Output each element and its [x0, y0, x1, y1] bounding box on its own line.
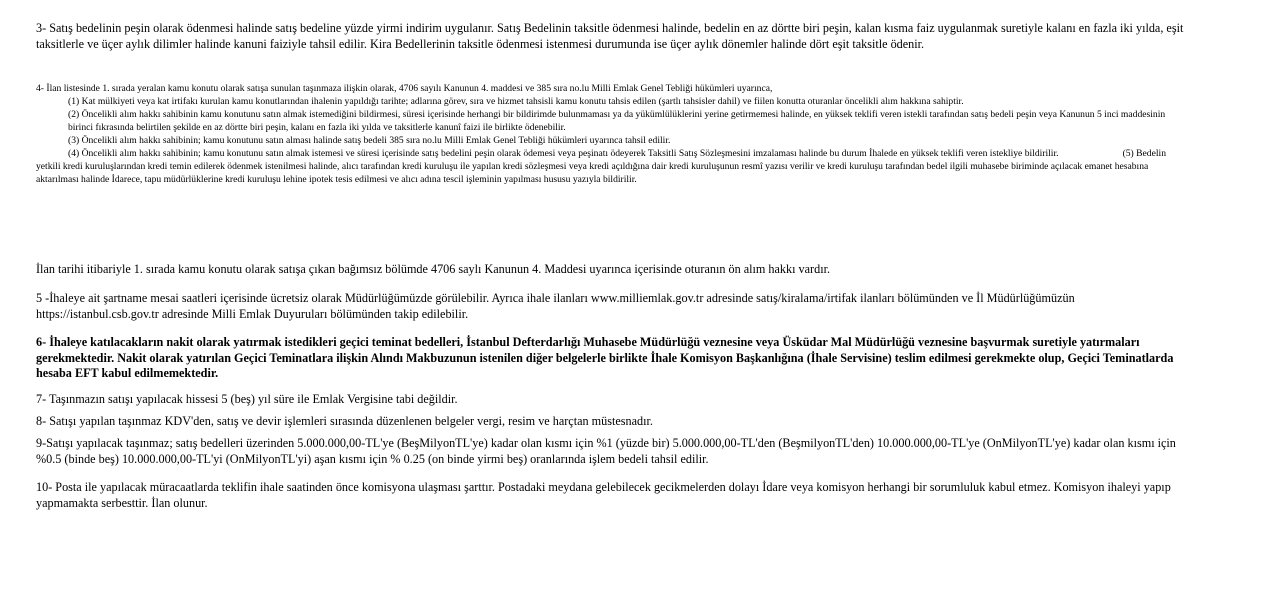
paragraph-9: 9-Satışı yapılacak taşınmaz; satış bedelleri üzerinden 5.000.000,00-TL'ye (BeşMilyonTL'ye) kadar olan kısmı için %1 (yüzde bir) 5.000.000,00-TL'den (BeşmilyonTL'den) 10.000.000,00-TL'ye (OnMilyonTL'ye) kadar olan kısmı için %0.5 (binde beş) 10.000.000,00-TL'yi (OnMilyonTL'yi) aşan kısmı için % 0.25 (on binde yirmi beş) oranlarında işlem bedeli tahsil edilir. [36, 436, 1176, 466]
paragraph-ilan: İlan tarihi itibariyle 1. sırada kamu konutu olarak satışa çıkan bağımsız bölümde 4706 saylı Kanunun 4. Maddesi uyarınca içerisinde oturanın ön alım hakkı vardır. [36, 262, 831, 276]
paragraph-6: 6- İhaleye katılacakların nakit olarak yatırmak istedikleri geçici teminat bedelleri, İstanbul Defterdarlığı Muhasebe Müdürlüğü veznesine veya Üsküdar Mal Müdürlüğü veznesine başvurmak suretiyle yatırmaları gerekmektedir. Nakit olarak yatırılan Geçici Teminatlara ilişkin Alındı Makbuzunun istenilen diğer belgelerle birlikte İhale Komisyon Başkanlığına (İhale Servisine) teslim edilmesi gerekmekte olup, Geçici Teminatlarda hesaba EFT kabul edilmemektedir. [36, 335, 1174, 380]
paragraph-4 [36, 82, 1166, 186]
paragraph-10: 10- Posta ile yapılacak müracaatlarda teklifin ihale saatinden önce komisyona ulaşması şarttır. Postadaki meydana gelebilecek gecikmelerden dolayı İdare veya komisyon herhangi bir sorumluluk kabul etmez. Komisyon ihaleyi yapıp yapmamakta serbesttir. İlan olunur. [36, 480, 1171, 510]
paragraph-5: 5 -İhaleye ait şartname mesai saatleri içerisinde ücretsiz olarak Müdürlüğümüzde görülebilir. Ayrıca ihale ilanları www.milliemlak.gov.tr adresinde satış/kiralama/irtifak ilanları bölümünden ve İl Müdürlüğümüzün https://istanbul.csb.gov.tr adresinde Milli Emlak Duyuruları bölümünden takip edilebilir. [36, 291, 1075, 321]
paragraph-7: 7- Taşınmazın satışı yapılacak hissesi 5 (beş) yıl süre ile Emlak Vergisine tabi değildir. [36, 392, 458, 406]
paragraph-4-item-5-head: (5) Bedelin [1122, 148, 1166, 159]
paragraph-4-item-4 [36, 147, 1166, 160]
paragraph-4-item-4-text: (4) Öncelikli alım hakkı sahibinin; kamu konutunu satın almak istemesi ve süresi içerisinde satış bedelini peşin olarak ödemesi veya peşinatı ödeyerek Taksitli Satış Sözleşmesini imzalaması halinde bu durum İhalede en yüksek teklifi veren istekliye bildirilir. [68, 148, 1059, 159]
paragraph-8: 8- Satışı yapılan taşınmaz KDV'den, satış ve devir işlemleri sırasında düzenlenen belgeler vergi, resim ve harçtan müstesnadır. [36, 414, 653, 428]
paragraph-4-intro: 4- İlan listesinde 1. sırada yeralan kamu konutu olarak satışa sunulan taşınmaza ilişkin olarak, 4706 sayılı Kanunun 4. maddesi ve 385 sıra no.lu Milli Emlak Genel Tebliği hükümleri uyarınca, [36, 83, 773, 94]
paragraph-3: 3- Satış bedelinin peşin olarak ödenmesi halinde satış bedeline yüzde yirmi indirim uygulanır. Satış Bedelinin taksitle ödenmesi halinde, bedelin en az dörtte biri peşin, kalan kısma faiz uygulanmak suretiyle kalanı en fazla iki yılda, eşit taksitlerle ve üçer aylık dilimler halinde kanuni faiziyle tahsil edilir. Kira Bedellerinin taksitle ödenmesi istenmesi durumunda ise üçer aylık dönemler halinde dört eşit taksitle ödenir. [36, 21, 1184, 51]
paragraph-4-item-1: (1) Kat mülkiyeti veya kat irtifakı kurulan kamu konutlarından ihalenin yapıldığı tarihte; adlarına görev, sıra ve hizmet tahsisli kamu konutu tahsis edilen (şartlı tahsisler dahil) ve fiilen konutta oturanlar öncelikli alım hakkına sahiptir. [68, 96, 964, 107]
paragraph-4-item-5: yetkili kredi kuruluşlarından kredi temin edilerek ödenmek istenilmesi halinde, alıcı tarafından kredi kuruluşu ile yapılan kredi sözleşmesi veya kredi açıldığına dair kredi kuruluşunun resmî yazısı verilir ve kredi kuruluşu tarafından bedel ilgili muhasebe biriminde açılacak emanet hesabına aktarılması halinde İdarece, tapu müdürlüklerine kredi kuruluşu lehine ipotek tesis edilmesi ve alıcı adına tescil işleminin yapılması hususu yazıyla bildirilir. [36, 161, 1149, 185]
paragraph-4-item-2: (2) Öncelikli alım hakkı sahibinin kamu konutunu satın almak istemediğini bildirmesi, süresi içerisinde herhangi bir bildirimde bulunmaması ya da yükümlülüklerini yerine getirmemesi halinde, en yüksek teklifi veren istekli tarafından satış bedeli peşin veya Kanunun 5 inci maddesinin birinci fıkrasında belirtilen şekilde en az dörtte biri peşin, kalanı en fazla iki yılda ve taksitlerle kanunî faizi ile birlikte ödenebilir. [68, 109, 1166, 133]
paragraph-4-item-3: (3) Öncelikli alım hakkı sahibinin; kamu konutunu satın alması halinde satış bedeli 385 sıra no.lu Milli Emlak Genel Tebliği hükümleri uyarınca tahsil edilir. [68, 135, 671, 146]
